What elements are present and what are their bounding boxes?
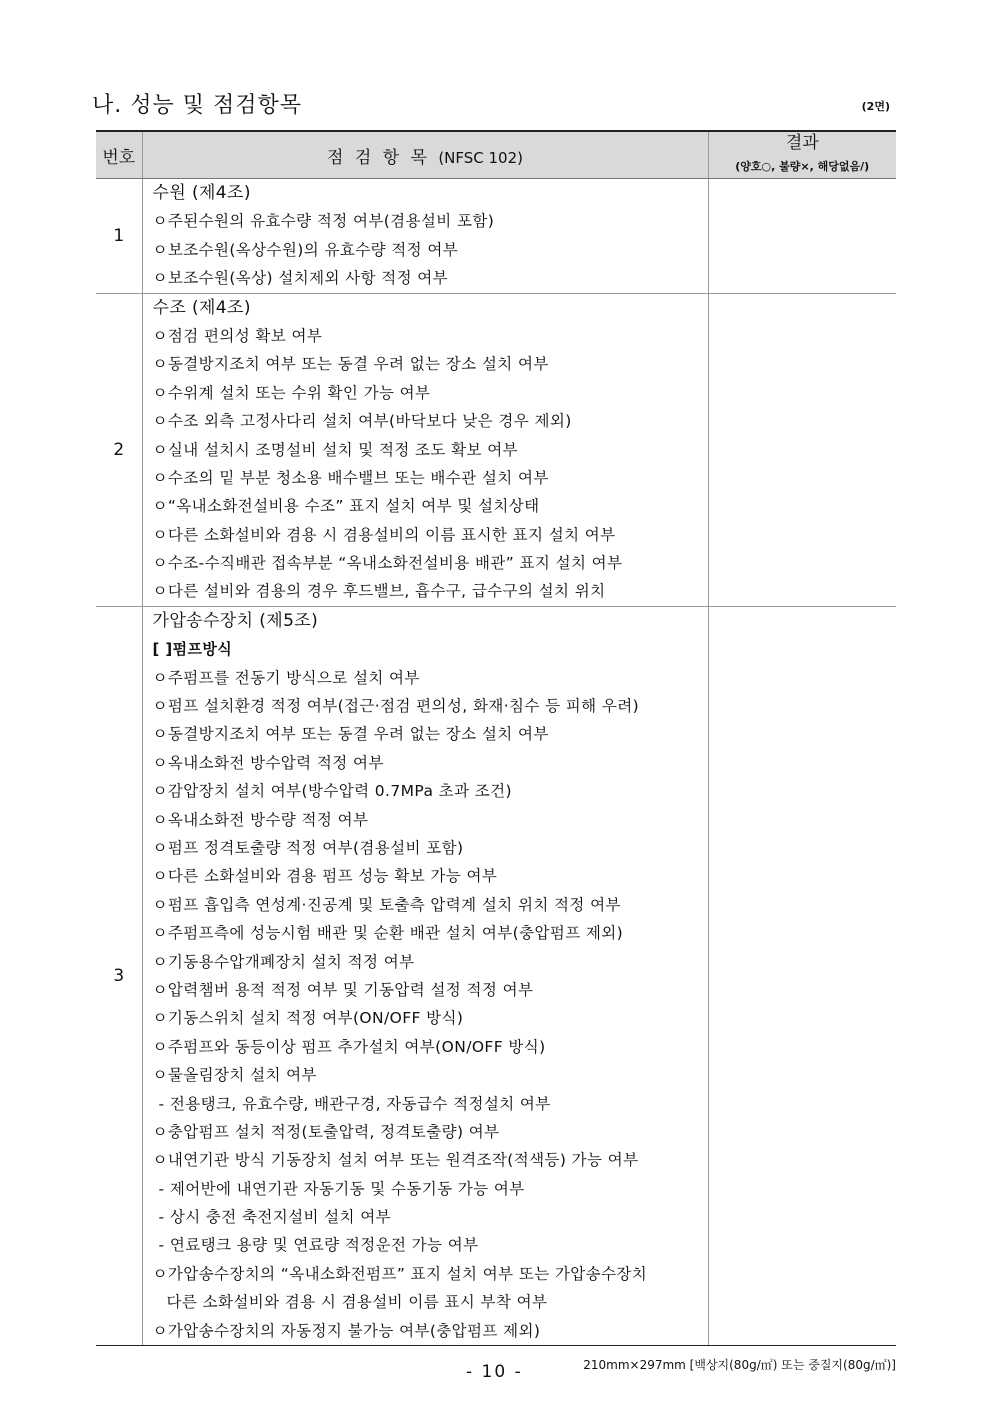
check-item: ㅇ내연기관 방식 기동장치 설치 여부 또는 원격조작(적색등) 가능 여부 bbox=[152, 1151, 639, 1170]
check-item: ㅇ펌프 정격토출량 적정 여부(겸용설비 포함) bbox=[152, 838, 464, 857]
check-item: ㅇ주펌프를 전동기 방식으로 설치 여부 bbox=[152, 668, 420, 687]
inspection-table bbox=[96, 132, 896, 1345]
check-item: ㅇ수조-수직배관 접속부분 “옥내소화전설비용 배관” 표지 설치 여부 bbox=[152, 554, 623, 573]
inspection-table-sheet bbox=[96, 130, 896, 1346]
check-item: ㅇ다른 소화설비와 겸용 시 겸용설비의 이름 표시한 표지 설치 여부 bbox=[152, 525, 616, 544]
check-item: ㅇ동결방지조치 여부 또는 동결 우려 없는 장소 설치 여부 bbox=[152, 355, 549, 374]
result-cell[interactable] bbox=[708, 606, 896, 1345]
check-item: ㅇ보조수원(옥상) 설치제외 사항 적정 여부 bbox=[152, 269, 449, 288]
section-items bbox=[142, 606, 708, 1345]
check-item: ㅇ점검 편의성 확보 여부 bbox=[152, 326, 323, 345]
check-item: ㅇ가압송수장치의 자동정지 불가능 여부(충압펌프 제외) bbox=[152, 1321, 541, 1340]
result-cell[interactable] bbox=[708, 293, 896, 606]
check-item: ㅇ압력챔버 용적 적정 여부 및 기동압력 설정 적정 여부 bbox=[152, 980, 534, 999]
section-heading: 가압송수장치 (제5조) bbox=[152, 610, 319, 631]
section-items bbox=[142, 293, 708, 606]
check-item: ㅇ수조 외측 고정사다리 설치 여부(바닥보다 낮은 경우 제외) bbox=[152, 412, 572, 431]
check-item: ㅇ충압펌프 설치 적정(토출압력, 정격토출량) 여부 bbox=[152, 1122, 500, 1141]
check-item: 다른 소화설비와 겸용 시 겸용설비 이름 표시 부착 여부 bbox=[166, 1293, 548, 1312]
check-item: ㅇ기동용수압개폐장치 설치 적정 여부 bbox=[152, 952, 415, 971]
subsection-label: [ ]펌프방식 bbox=[152, 640, 233, 659]
check-item: ㅇ다른 설비와 겸용의 경우 후드밸브, 흡수구, 급수구의 설치 위치 bbox=[152, 582, 606, 601]
check-item: ㅇ보조수원(옥상수원)의 유효수량 적정 여부 bbox=[152, 240, 459, 259]
paper-spec: 210mm×297mm [백상지(80g/㎡) 또는 중질지(80g/㎡)] bbox=[583, 1358, 896, 1372]
check-item: - 전용탱크, 유효수량, 배관구경, 자동급수 적정설치 여부 bbox=[158, 1094, 551, 1113]
check-item: ㅇ“옥내소화전설비용 수조” 표지 설치 여부 및 설치상태 bbox=[152, 497, 540, 516]
check-item: ㅇ동결방지조치 여부 또는 동결 우려 없는 장소 설치 여부 bbox=[152, 725, 549, 744]
check-item: ㅇ실내 설치시 조명설비 설치 및 적정 조도 확보 여부 bbox=[152, 440, 518, 459]
check-item: ㅇ가압송수장치의 “옥내소화전펌프” 표지 설치 여부 또는 가압송수장치 bbox=[152, 1264, 648, 1283]
page-side-tag: (2면) bbox=[861, 100, 890, 113]
page-title: 나. 성능 및 점검항목 bbox=[92, 93, 302, 118]
column-header-item-label: 점 검 항 목 bbox=[327, 147, 430, 168]
check-item: ㅇ옥내소화전 방수량 적정 여부 bbox=[152, 810, 369, 829]
section-heading: 수원 (제4조) bbox=[152, 183, 251, 203]
section-number: 1 bbox=[96, 179, 142, 294]
check-item: - 상시 충전 축전지설비 설치 여부 bbox=[158, 1208, 391, 1227]
check-item: ㅇ옥내소화전 방수압력 적정 여부 bbox=[152, 753, 384, 772]
table-row bbox=[96, 179, 896, 294]
check-item: ㅇ펌프 흡입측 연성계·진공계 및 토출측 압력계 설치 위치 적정 여부 bbox=[152, 895, 621, 914]
column-header-result-label: 결과 bbox=[785, 133, 819, 153]
result-legend: (양호○, 불량×, 해당없음/) bbox=[735, 160, 870, 173]
section-number: 3 bbox=[96, 606, 142, 1345]
check-item: ㅇ다른 소화설비와 겸용 펌프 성능 확보 가능 여부 bbox=[152, 867, 498, 886]
section-number: 2 bbox=[96, 293, 142, 606]
check-item: ㅇ감압장치 설치 여부(방수압력 0.7MPa 초과 조건) bbox=[152, 782, 512, 801]
table-body bbox=[96, 179, 896, 1346]
table-row bbox=[96, 606, 896, 1345]
column-header-number: 번호 bbox=[96, 132, 142, 179]
check-item: ㅇ주된수원의 유효수량 적정 여부(겸용설비 포함) bbox=[152, 212, 495, 231]
table-header-row bbox=[96, 132, 896, 179]
section-items bbox=[142, 179, 708, 294]
check-item: ㅇ주펌프와 동등이상 펌프 추가설치 여부(ON/OFF 방식) bbox=[152, 1037, 546, 1056]
column-header-result bbox=[708, 132, 896, 179]
section-heading: 수조 (제4조) bbox=[152, 297, 251, 318]
check-item: - 연료탱크 용량 및 연료량 적정운전 가능 여부 bbox=[158, 1236, 479, 1255]
check-item: ㅇ수위계 설치 또는 수위 확인 가능 여부 bbox=[152, 383, 431, 402]
check-item: - 제어반에 내연기관 자동기동 및 수동기동 가능 여부 bbox=[158, 1179, 525, 1198]
column-header-item bbox=[142, 132, 708, 179]
table-row bbox=[96, 293, 896, 606]
check-item: ㅇ물올림장치 설치 여부 bbox=[152, 1066, 317, 1085]
check-item: ㅇ펌프 설치환경 적정 여부(접근·점검 편의성, 화재·침수 등 피해 우려) bbox=[152, 697, 640, 716]
page-number: - 10 - bbox=[466, 1362, 523, 1382]
check-item: ㅇ주펌프측에 성능시험 배관 및 순환 배관 설치 여부(충압펌프 제외) bbox=[152, 924, 624, 943]
result-cell[interactable] bbox=[708, 179, 896, 294]
check-item: ㅇ수조의 밑 부분 청소용 배수밸브 또는 배수관 설치 여부 bbox=[152, 468, 549, 487]
column-header-item-ref: (NFSC 102) bbox=[438, 148, 523, 167]
check-item: ㅇ기동스위치 설치 적정 여부(ON/OFF 방식) bbox=[152, 1009, 464, 1028]
